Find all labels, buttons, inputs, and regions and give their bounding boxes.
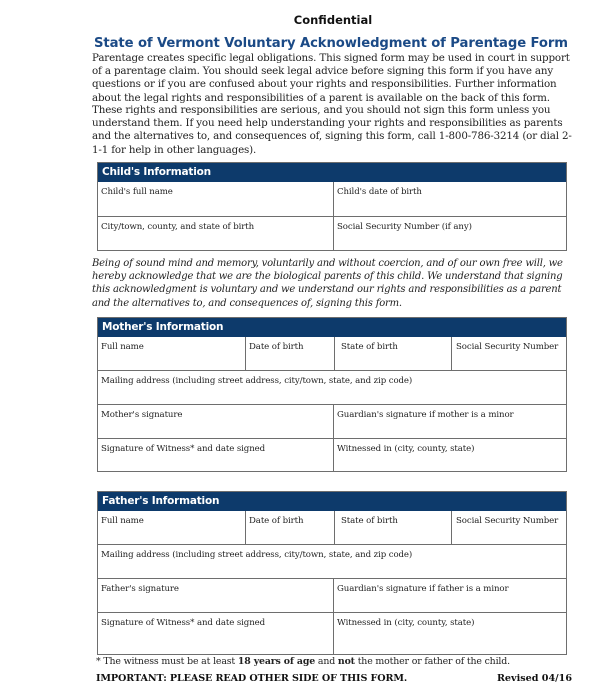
confidential-label: Confidential	[293, 13, 373, 27]
father-witnessed-in-input[interactable]	[336, 636, 564, 652]
father-guardian-signature-label: Guardian's signature if father is a minor	[337, 584, 509, 594]
mother-mailing-address-input[interactable]	[100, 386, 564, 402]
father-witnessed-in-label: Witnessed in (city, county, state)	[337, 618, 475, 628]
intro-paragraph-2: These rights and responsibilities are serious, and you should not sign this form unless you understand them. If you need help understanding your rights and responsibilities as parents and the alternatives to, and consequences of, signing this form, call 1-800-786-3214 (or dial 2-1-1 for help in other languages).	[92, 104, 572, 156]
mother-guardian-signature-input[interactable]	[336, 420, 564, 436]
mother-full-name-field[interactable]	[98, 337, 245, 370]
mother-witnessed-in-label: Witnessed in (city, county, state)	[337, 444, 475, 454]
footnote-prefix: * The witness must be at least	[96, 656, 238, 667]
mother-ssn-input[interactable]	[454, 352, 564, 368]
father-witness-signature-input[interactable]	[100, 636, 331, 652]
father-witness-signature-label: Signature of Witness* and date signed	[101, 618, 266, 628]
father-ssn-label: Social Security Number	[456, 516, 559, 526]
father-mailing-address-label: Mailing address (including street address, city/town, state, and zip code)	[101, 550, 413, 560]
child-full-name-input[interactable]	[100, 198, 331, 214]
father-mailing-address-input[interactable]	[100, 560, 564, 576]
mother-state-of-birth-label: State of birth	[341, 342, 398, 352]
mother-section-heading: Mother's Information	[98, 318, 566, 337]
intro-paragraph-1: Parentage creates specific legal obligations. This signed form may be used in court in support of a parentage claim. You should seek legal advice before signing this form if you have any questions or if you are confused about your rights and responsibilities. Further information about the legal rights and responsibilities of a parent is available on the back of this form.	[92, 52, 570, 104]
child-row-1	[98, 182, 566, 216]
acknowledgment-statement: Being of sound mind and memory, voluntarily and without coercion, and of our own free will, we hereby acknowledge that we are the biological parents of this child. We understand that signing this acknowledgment is voluntary and we understand our rights and responsibilities as a parent and the alternatives to, and consequences of, signing this form.	[92, 258, 563, 309]
father-full-name-label: Full name	[101, 516, 144, 526]
mother-ssn-label: Social Security Number	[456, 342, 559, 352]
father-guardian-signature-input[interactable]	[336, 594, 564, 610]
father-signature-label: Father's signature	[101, 584, 179, 594]
child-information-section	[97, 162, 567, 251]
mother-dob-label: Date of birth	[249, 342, 304, 352]
mother-witnessed-in-input[interactable]	[336, 453, 564, 469]
father-witness-signature-field[interactable]	[98, 613, 333, 654]
mother-ssn-field[interactable]	[451, 337, 566, 370]
child-dob-label: Child's date of birth	[337, 187, 422, 197]
father-row-4	[98, 612, 566, 654]
mother-full-name-input[interactable]	[100, 352, 243, 368]
mother-guardian-signature-label: Guardian's signature if mother is a minor	[337, 410, 514, 420]
father-state-of-birth-label: State of birth	[341, 516, 398, 526]
father-dob-label: Date of birth	[249, 516, 304, 526]
father-witnessed-in-field[interactable]	[333, 613, 566, 654]
father-dob-field[interactable]	[245, 511, 334, 544]
mother-row-1	[98, 337, 566, 370]
important-notice: IMPORTANT: PLEASE READ OTHER SIDE OF THIS FORM.	[96, 673, 408, 684]
father-full-name-field[interactable]	[98, 511, 245, 544]
father-row-2	[98, 544, 566, 578]
mother-information-section	[97, 317, 567, 472]
father-dob-input[interactable]	[248, 526, 332, 542]
child-birthplace-input[interactable]	[100, 232, 331, 248]
father-mailing-address-field[interactable]	[98, 545, 566, 578]
mother-dob-input[interactable]	[248, 352, 332, 368]
mother-witness-signature-input[interactable]	[100, 453, 331, 469]
child-ssn-label: Social Security Number (if any)	[337, 222, 472, 232]
mother-mailing-address-field[interactable]	[98, 371, 566, 404]
father-state-of-birth-field[interactable]	[334, 511, 451, 544]
mother-signature-field[interactable]	[98, 405, 333, 438]
child-dob-input[interactable]	[336, 198, 564, 214]
footnote-suffix: the mother or father of the child.	[354, 656, 510, 667]
child-birthplace-field[interactable]	[98, 217, 333, 250]
child-ssn-input[interactable]	[336, 232, 564, 248]
form-title: State of Vermont Voluntary Acknowledgment of Parentage Form	[94, 36, 568, 51]
father-section-heading: Father's Information	[98, 492, 566, 511]
father-row-3	[98, 578, 566, 612]
footnote-age: 18 years of age	[237, 656, 316, 667]
child-ssn-field[interactable]	[333, 217, 566, 250]
footnote-mid: and	[315, 656, 338, 667]
father-signature-field[interactable]	[98, 579, 333, 612]
mother-mailing-address-label: Mailing address (including street address, city/town, state, and zip code)	[101, 376, 413, 386]
father-ssn-field[interactable]	[451, 511, 566, 544]
father-ssn-input[interactable]	[454, 526, 564, 542]
mother-signature-label: Mother's signature	[101, 410, 183, 420]
child-section-heading: Child's Information	[98, 163, 566, 182]
child-full-name-field[interactable]	[98, 182, 333, 216]
mother-row-4	[98, 438, 566, 471]
mother-state-of-birth-field[interactable]	[334, 337, 451, 370]
mother-witness-signature-label: Signature of Witness* and date signed	[101, 444, 266, 454]
child-dob-field[interactable]	[333, 182, 566, 216]
mother-guardian-signature-field[interactable]	[333, 405, 566, 438]
mother-witness-signature-field[interactable]	[98, 439, 333, 471]
father-row-1	[98, 511, 566, 544]
footnote-not: not	[337, 656, 355, 667]
father-guardian-signature-field[interactable]	[333, 579, 566, 612]
revision-date: Revised 04/16	[496, 673, 572, 684]
child-row-2	[98, 216, 566, 250]
mother-dob-field[interactable]	[245, 337, 334, 370]
mother-full-name-label: Full name	[101, 342, 144, 352]
child-full-name-label: Child's full name	[101, 187, 173, 197]
father-signature-input[interactable]	[100, 594, 331, 610]
father-state-of-birth-input[interactable]	[337, 526, 449, 542]
mother-row-3	[98, 404, 566, 438]
witness-footnote	[96, 656, 576, 667]
mother-state-of-birth-input[interactable]	[337, 352, 449, 368]
child-birthplace-label: City/town, county, and state of birth	[101, 222, 255, 232]
father-full-name-input[interactable]	[100, 526, 243, 542]
mother-witnessed-in-field[interactable]	[333, 439, 566, 471]
father-information-section	[97, 491, 567, 655]
mother-row-2	[98, 370, 566, 404]
mother-signature-input[interactable]	[100, 420, 331, 436]
